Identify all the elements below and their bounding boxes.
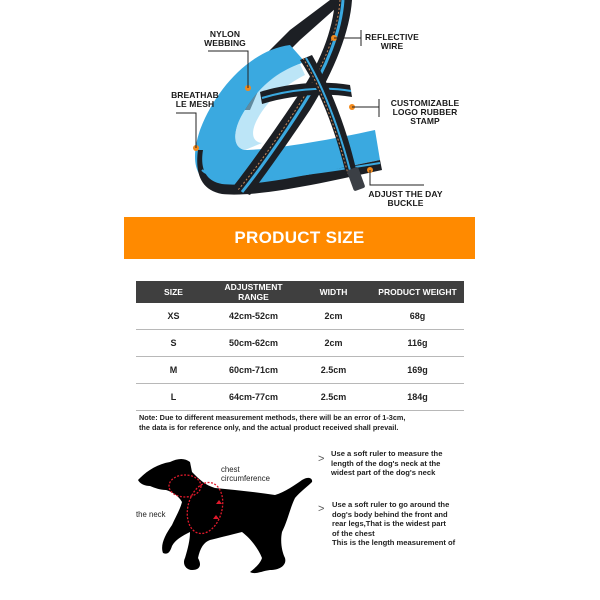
callout-breathable-mesh: BREATHAB LE MESH xyxy=(171,90,219,109)
callout-buckle: ADJUST THE DAY BUCKLE xyxy=(368,189,443,208)
product-size-banner xyxy=(124,217,475,259)
table-row: M 60cm-71cm 2.5cm 169g xyxy=(136,357,464,384)
header-product-weight: PRODUCT WEIGHT xyxy=(378,287,457,297)
chevron-right-icon: > xyxy=(318,503,325,515)
dog-silhouette-diagram xyxy=(130,440,330,600)
table-row: L 64cm-77cm 2.5cm 184g xyxy=(136,384,464,411)
callout-reflective-wire: REFLECTIVE WIRE xyxy=(365,32,419,51)
table-row: S 50cm-62cm 2cm 116g xyxy=(136,330,464,357)
table-row: XS 42cm-52cm 2cm 68g xyxy=(136,303,464,330)
chest-circumference-label: chest circumference xyxy=(221,465,270,483)
header-size: SIZE xyxy=(164,287,183,297)
header-adjustment-range: ADJUSTMENT RANGE xyxy=(224,282,283,302)
neck-label: the neck xyxy=(136,510,166,519)
harness-image xyxy=(0,0,600,215)
size-table xyxy=(136,281,464,411)
neck-instruction: Use a soft ruler to measure the length of the dog's neck at the widest part of the dog's neck xyxy=(331,449,443,477)
chest-instruction: Use a soft ruler to go around the dog's body behind the front and rear legs,That is the widest part of the chest This is the length measurement of xyxy=(332,500,456,547)
chevron-right-icon: > xyxy=(318,453,325,465)
table-header xyxy=(136,281,464,303)
header-width: WIDTH xyxy=(319,287,348,297)
banner-title: PRODUCT SIZE xyxy=(234,228,365,247)
callout-nylon-webbing: NYLON WEBBING xyxy=(204,29,246,48)
callout-logo-stamp: CUSTOMIZABLE LOGO RUBBER STAMP xyxy=(390,98,460,126)
measurement-note: Note: Due to different measurement methods, there will be an error of 1-3cm, the data is for reference only, and the actual product received shall prevail. xyxy=(139,413,406,432)
